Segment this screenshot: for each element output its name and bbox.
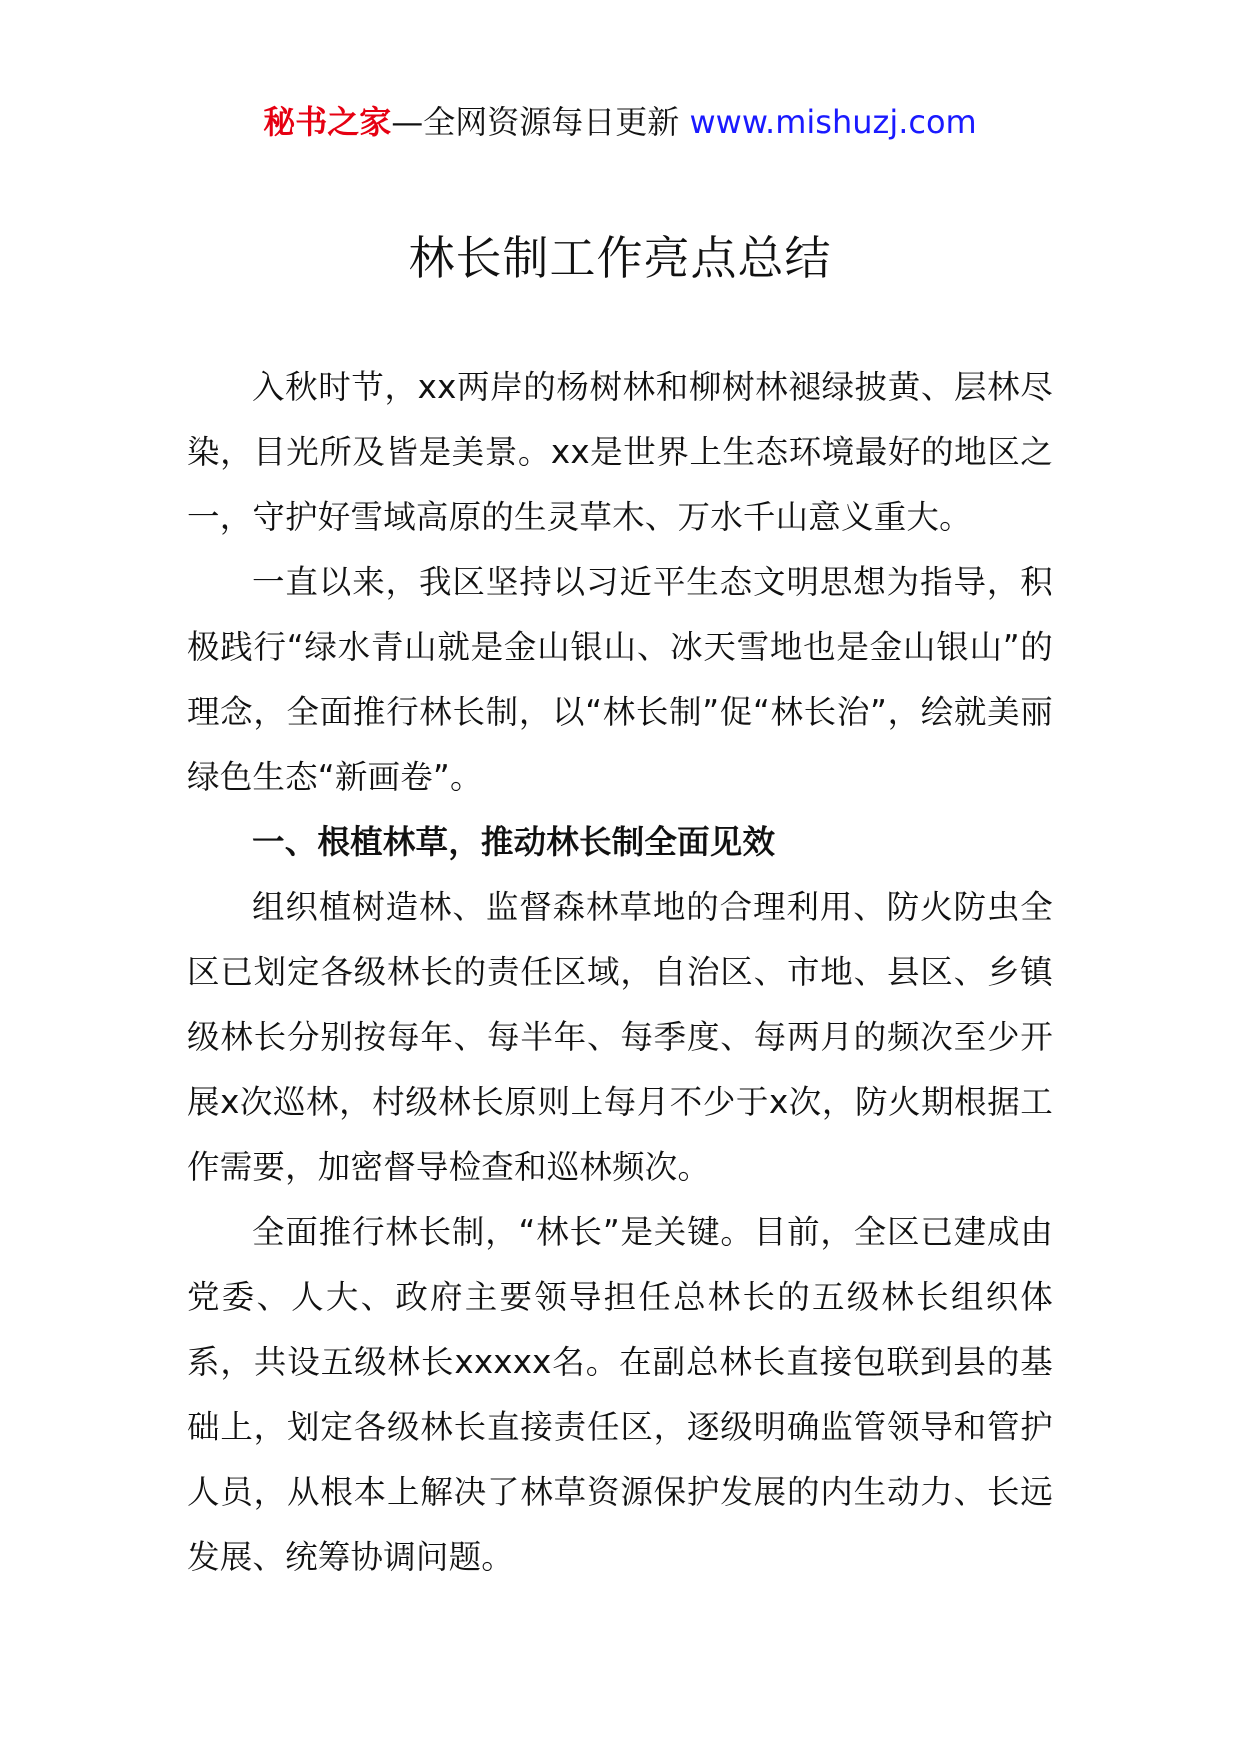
site-tagline: —全网资源每日更新	[391, 103, 690, 141]
site-header	[0, 100, 1240, 144]
paragraph-patrol: 组织植树造林、监督森林草地的合理利用、防火防虫全区已划定各级林长的责任区域，自治区、市地、县区、乡镇级林长分别按每年、每半年、每季度、每两月的频次至少开展x次巡林，村级林长原则上每月不少于x次，防火期根据工作需要，加密督导检查和巡林频次。	[187, 888, 1053, 1186]
section-heading: 一、根植林草，推动林长制全面见效	[252, 823, 776, 861]
document-body	[187, 355, 1053, 1590]
paragraph-organization: 全面推行林长制，“林长”是关键。目前，全区已建成由党委、人大、政府主要领导担任总林长的五级林长组织体系，共设五级林长xxxxx名。在副总林长直接包联到县的基础上，划定各级林长直接责任区，逐级明确监管领导和管护人员，从根本上解决了林草资源保护发展的内生动力、长远发展、统筹协调问题。	[187, 1213, 1053, 1576]
site-url-link[interactable]: www.mishuzj.com	[689, 103, 977, 141]
site-brand: 秘书之家	[263, 103, 392, 141]
document-title: 林长制工作亮点总结	[408, 231, 832, 285]
paragraph-intro: 入秋时节，xx两岸的杨树林和柳树林褪绿披黄、层林尽染，目光所及皆是美景。xx是世界上生态环境最好的地区之一，守护好雪域高原的生灵草木、万水千山意义重大。	[187, 368, 1053, 536]
paragraph-philosophy: 一直以来，我区坚持以习近平生态文明思想为指导，积极践行“绿水青山就是金山银山、冰天雪地也是金山银山”的理念，全面推行林长制，以“林长制”促“林长治”，绘就美丽绿色生态“新画卷”。	[187, 563, 1053, 796]
